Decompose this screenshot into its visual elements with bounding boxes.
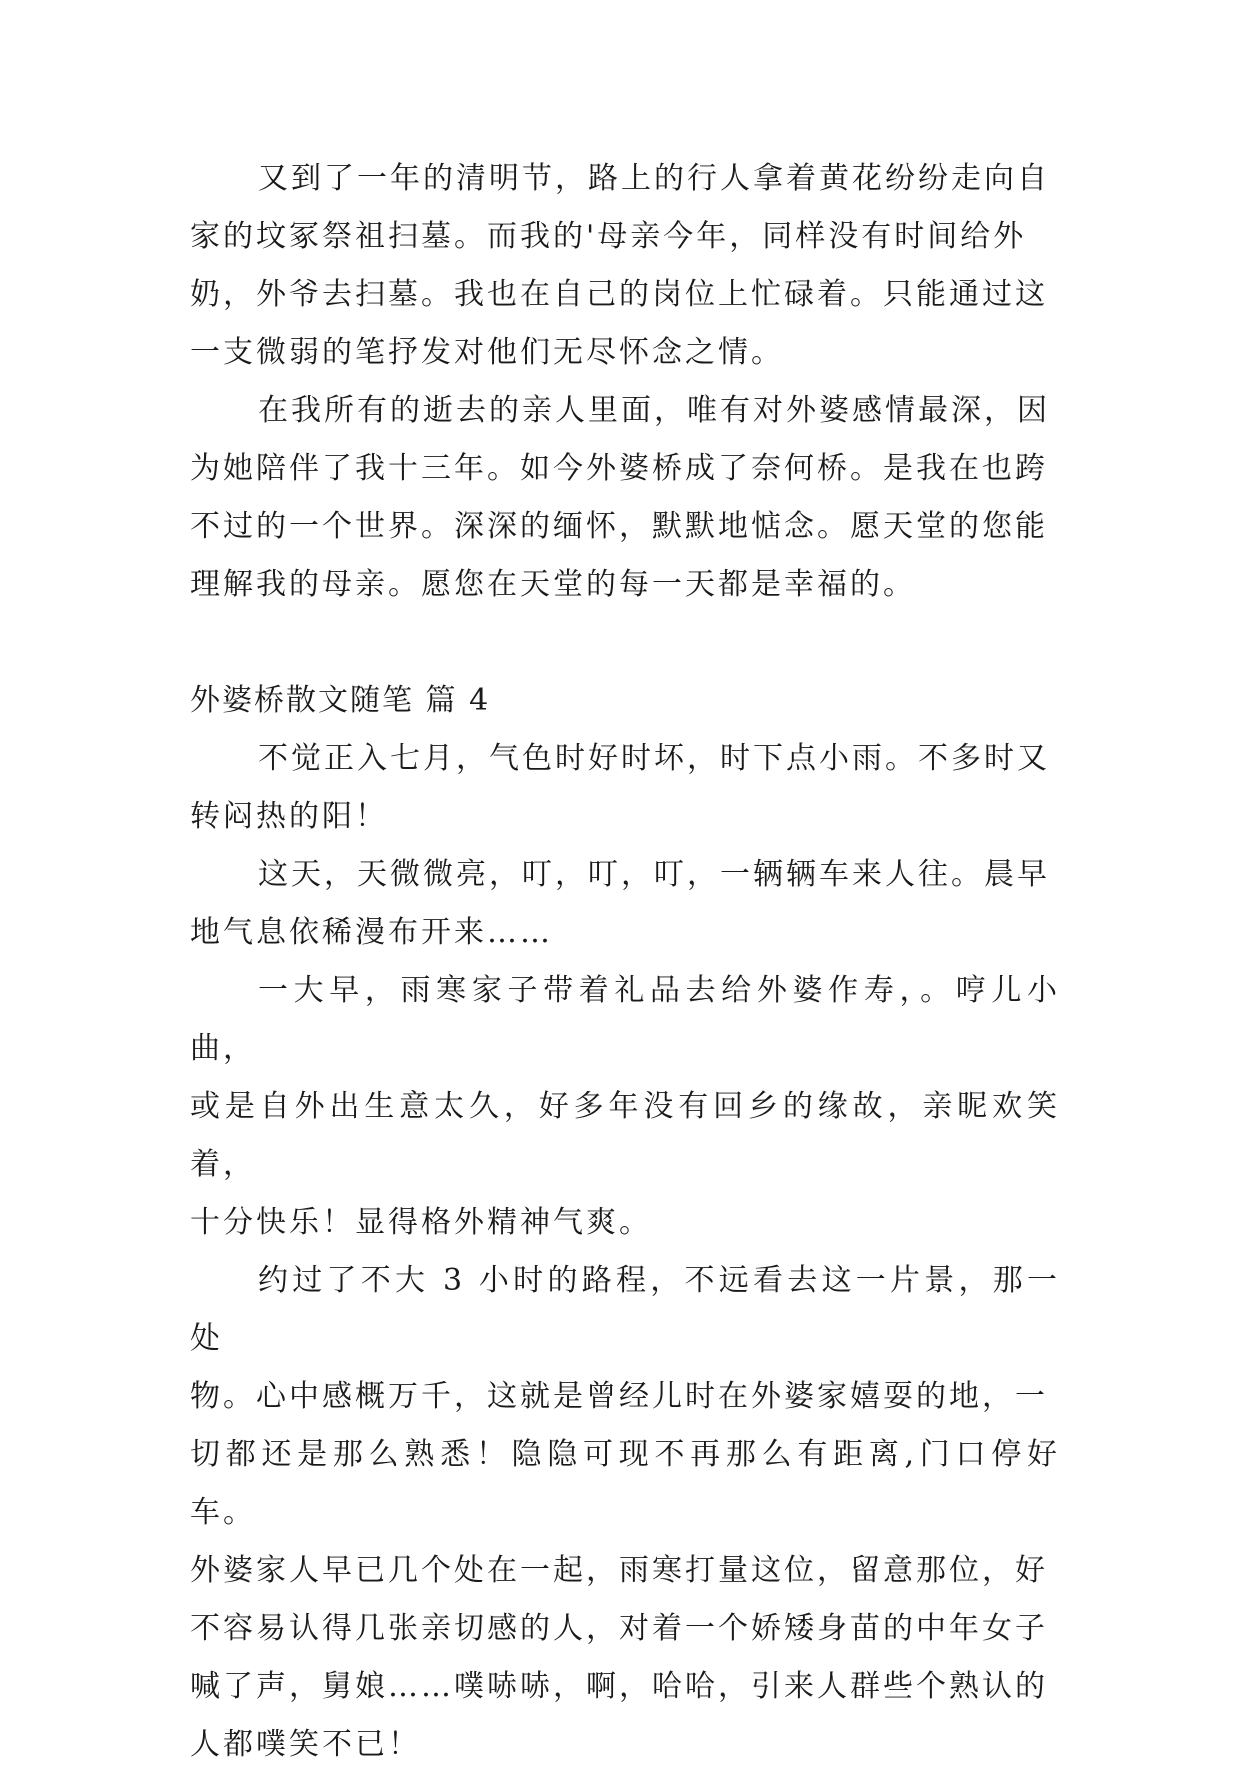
paragraph-5: 一大早，雨寒家子带着礼品去给外婆作寿，。哼儿小曲， 或是自外出生意太久，好多年没有回乡的缘故，亲昵欢笑着， 十分快乐！显得格外精神气爽。 [190, 973, 1060, 1240]
paragraph-6: 约过了不大 3 小时的路程，不远看去这一片景，那一处 物。心中感概万千，这就是曾经儿时在外婆家嬉耍的地，一 切都还是那么熟悉！隐隐可现不再那么有距离,门口停好车。 外婆家人早已几个处在一起，雨寒打量这位，留意那位，好 不容易认得几张亲切感的人，对着一个娇矮身苗的中年女子 喊了声，舅娘……噗哧哧，啊，哈哈，引来人群些个熟认的 人都噗笑不已！ [190, 1263, 1060, 1762]
paragraph-2: 在我所有的逝去的亲人里面，唯有对外婆感情最深，因 为她陪伴了我十三年。如今外婆桥成了奈何桥。是我在也跨 不过的一个世界。深深的缅怀，默默地惦念。愿天堂的您能 理解我的母亲。愿您在天堂的每一天都是幸福的。 [190, 393, 1050, 602]
section-spacer [190, 614, 1060, 672]
document-page [190, 150, 1060, 1774]
paragraph-1: 又到了一年的清明节，路上的行人拿着黄花纷纷走向自 家的坟冢祭祖扫墓。而我的'母亲今年，同样没有时间给外 奶，外爷去扫墓。我也在自己的岗位上忙碌着。只能通过这 一支微弱的笔抒发对他们无尽怀念之情。 [190, 161, 1050, 370]
paragraph-4: 这天，天微微亮，叮，叮，叮，一辆辆车来人往。晨早 地气息依稀漫布开来…… [190, 857, 1050, 950]
section-heading: 外婆桥散文随笔 篇 4 [190, 683, 491, 718]
paragraph-3: 不觉正入七月，气色时好时坏，时下点小雨。不多时又 转闷热的阳！ [190, 741, 1050, 834]
